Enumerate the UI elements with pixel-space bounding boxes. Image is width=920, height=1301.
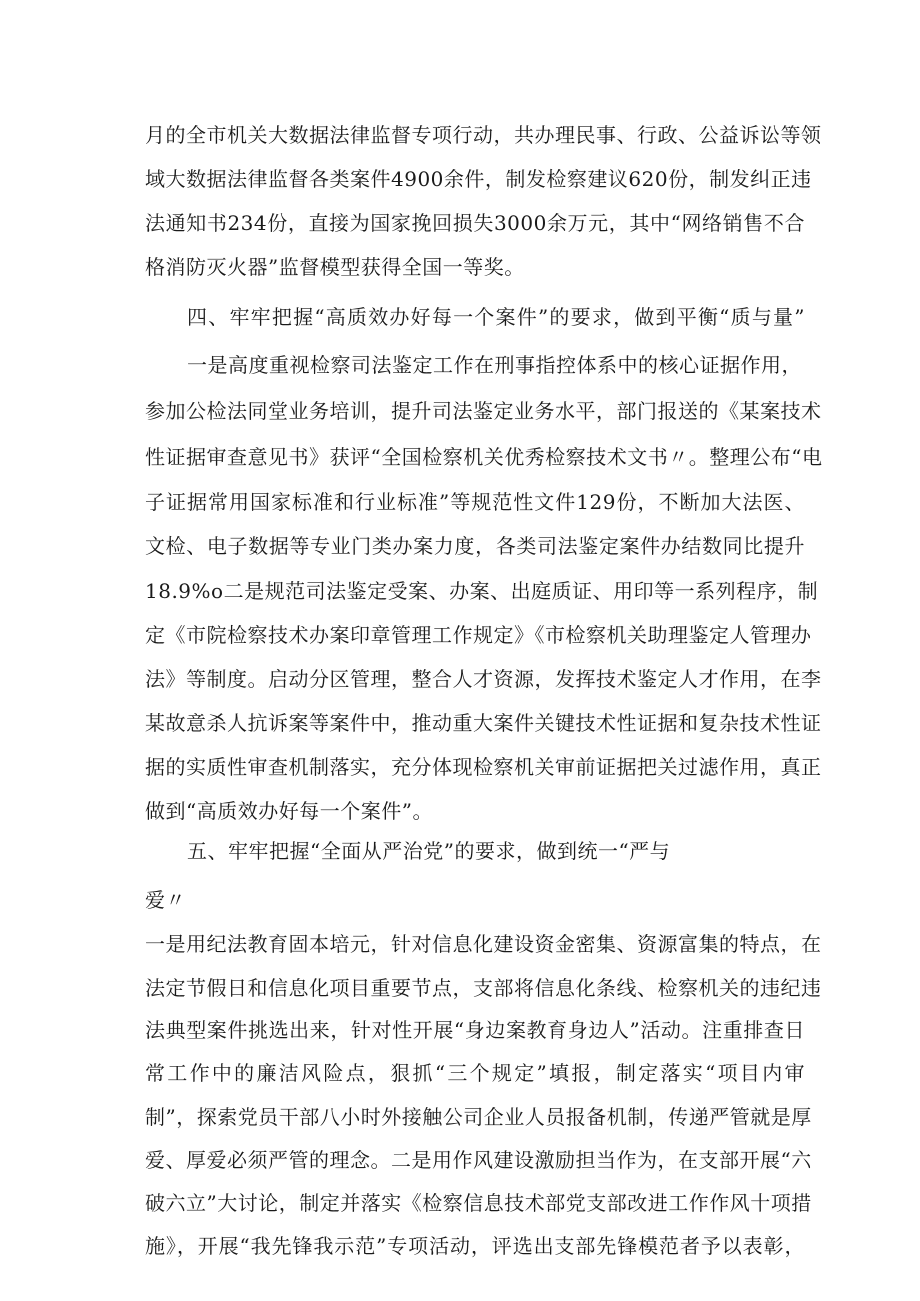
- paragraph-line: 做到“高质效办好每一个案件”。: [145, 799, 433, 823]
- paragraph-line: 据的实质性审查机制落实，充分体现检察机关审前证据把关过滤作用，真正: [145, 755, 822, 779]
- paragraph-line: 参加公检法同堂业务培训，提升司法鉴定业务水平，部门报送的《某案技术: [145, 399, 822, 423]
- paragraph-line: 域大数据法律监督各类案件4900余件，制发检察建议620份，制发纠正违: [145, 167, 812, 191]
- paragraph-line: 文检、电子数据等专业门类办案力度，各类司法鉴定案件办结数同比提升: [145, 534, 805, 558]
- paragraph-line: 18.9%o二是规范司法鉴定受案、办案、出庭质证、用印等一系列程序，制: [145, 579, 819, 603]
- paragraph-line: 子证据常用国家标准和行业标准”等规范性文件129份，不断加大法医、: [145, 490, 805, 514]
- paragraph-line: 法典型案件挑选出来，针对性开展“身边案教育身边人”活动。注重排查日: [145, 1018, 805, 1042]
- paragraph-line: 某故意杀人抗诉案等案件中，推动重大案件关键技术性证据和复杂技术性证: [145, 711, 822, 735]
- paragraph-line: 爱、厚爱必须严管的理念。二是用作风建设激励担当作为，在支部开展“六: [145, 1148, 812, 1172]
- section-heading-5-continued: 爱〃: [145, 888, 186, 912]
- paragraph-line: 月的全市机关大数据法律监督专项行动，共办理民事、行政、公益诉讼等领: [145, 123, 822, 147]
- paragraph-line: 格消防灭火器”监督模型获得全国一等奖。: [145, 255, 525, 279]
- section-heading-4: 四、牢牢把握“高质效办好每一个案件”的要求，做到平衡“质与量”: [187, 305, 805, 329]
- paragraph-line: 法通知书234份，直接为国家挽回损失3000余万元，其中“网络销售不合: [145, 211, 805, 235]
- paragraph-line: 法》等制度。启动分区管理，整合人才资源，发挥技术鉴定人才作用，在李: [145, 667, 822, 691]
- paragraph-line: 一是高度重视检察司法鉴定工作在刑事指控体系中的核心证据作用，: [187, 353, 802, 377]
- paragraph-line: 施》，开展“我先锋我示范”专项活动，评选出支部先锋模范者予以表彰，: [145, 1234, 805, 1258]
- paragraph-line: 定《市院检察技术办案印章管理工作规定》《市检察机关助理鉴定人管理办: [145, 623, 812, 647]
- paragraph-line: 法定节假日和信息化项目重要节点，支部将信息化条线、检察机关的违纪违: [145, 976, 822, 1000]
- paragraph-line: 制”，探索党员干部八小时外接触公司企业人员报备机制，传递严管就是厚: [145, 1105, 812, 1129]
- paragraph-line: 一是用纪法教育固本培元，针对信息化建设资金密集、资源富集的特点，在: [145, 932, 822, 956]
- section-heading-5: 五、牢牢把握“全面从严治党”的要求，做到统一“严与: [187, 839, 671, 863]
- paragraph-line: 破六立”大讨论，制定并落实《检察信息技术部党支部改进工作作风十项措: [145, 1191, 812, 1215]
- paragraph-line: 常工作中的廉洁风险点，狠抓“三个规定”填报，制定落实“项目内审: [145, 1061, 805, 1085]
- paragraph-line: 性证据审查意见书》获评“全国检察机关优秀检察技术文书〃。整理公布“电: [145, 445, 823, 469]
